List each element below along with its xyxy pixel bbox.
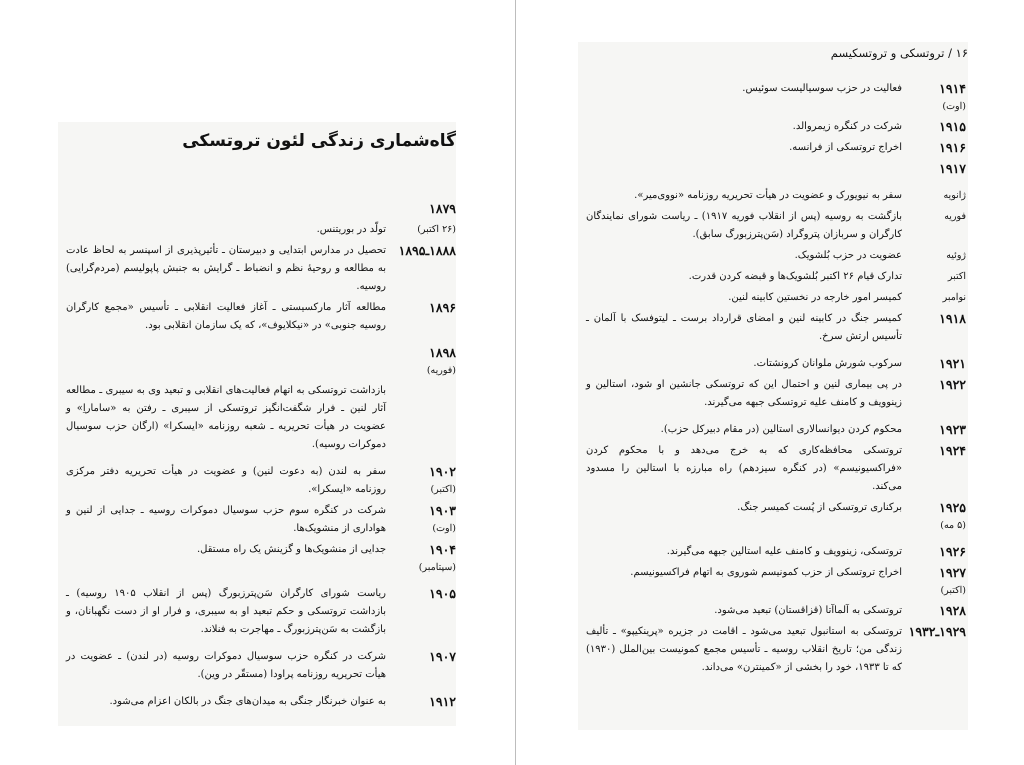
entry-text: در پی بیماری لنین و احتمال این که تروتسکی جانشین او شود، استالین و زینوویف و کامنف علیه تروتسکی جبهه می‌گیرند.: [586, 379, 902, 408]
entry-subdate: (۵ مه): [940, 520, 966, 531]
entry-date: [392, 463, 456, 498]
chronology-entry: [66, 344, 456, 379]
entry-year: ۱۹۱۶: [939, 140, 966, 155]
entry-subdate: (۲۶ اکتبر): [417, 224, 456, 235]
chronology-entry: [66, 242, 456, 296]
entry-year: ۱۹۱۲: [429, 694, 456, 709]
entry-year: ۱۹۰۵: [429, 586, 456, 601]
chronology-entry: [66, 463, 456, 499]
entry-year: ۱۹۲۹ـ۱۹۳۲: [908, 624, 966, 639]
chronology-entry: [66, 382, 456, 454]
chronology-entry: [66, 541, 456, 576]
entry-date: [908, 160, 966, 178]
entry-date: [908, 118, 966, 136]
entry-subdate: (اکتبر): [940, 585, 966, 596]
entry-subdate: فوریه: [944, 211, 966, 222]
entry-subdate: (سپتامبر): [418, 562, 456, 573]
entry-year: ۱۹۲۴: [939, 443, 966, 458]
entry-text: شرکت در کنگره زیمروالد.: [792, 121, 902, 132]
chronology-entry: [66, 585, 456, 639]
entry-date: [392, 344, 456, 379]
chronology-entry: [586, 421, 966, 439]
page-title: گاه‌شماری زندگی لئون تروتسکی: [182, 131, 456, 151]
entry-year: ۱۹۰۷: [429, 649, 456, 664]
chronology-entry: [586, 376, 966, 412]
entry-subdate: (اکتبر): [430, 484, 456, 495]
entry-year: ۱۹۰۲: [429, 464, 456, 479]
entry-date: [392, 242, 456, 260]
entry-text: سفر به نیویورک و عضویت در هیأت تحریریه روزنامه «نووی‌میر».: [634, 190, 902, 201]
entry-date: [908, 421, 966, 439]
entry-subdate: ژوئیه: [946, 250, 966, 261]
entry-text: تولّد در بوریتنس.: [316, 224, 386, 235]
entry-date: [908, 602, 966, 620]
entry-date: [908, 268, 966, 285]
entry-year: ۱۸۹۸: [429, 345, 456, 360]
right-chronology: [586, 80, 966, 680]
entry-text: تروتسکی به استانبول تبعید می‌شود ـ اقامت در جزیره «پرینکیپو» ـ تألیف زندگی من؛ تاریخ انقلاب روسیه ـ تأسیس مجمع کمونیست بین‌الملل (۱۹۳۰) که تا ۱۹۳۳، خود را بخشی از «کمینترن» می‌داند.: [586, 626, 902, 673]
entry-date: [908, 499, 966, 534]
chronology-entry: [66, 693, 456, 711]
entry-date: [908, 80, 966, 115]
entry-text: تروتسکی محافظه‌کاری که به خرج می‌دهد و با محکوم کردن «فراکسیونیسم» (در کنگره سیزدهم) راه مبارزه با استالین را مسدود می‌کند.: [586, 445, 902, 492]
chronology-entry: [586, 602, 966, 620]
chronology-entry: [586, 160, 966, 178]
entry-date: [908, 623, 966, 641]
entry-date: [908, 442, 966, 460]
running-head: ۱۶ / تروتسکی و تروتسکیسم: [830, 46, 968, 60]
chronology-entry: [586, 268, 966, 286]
entry-year: ۱۹۱۸: [939, 311, 966, 326]
chronology-entry: [586, 355, 966, 373]
entry-year: ۱۹۲۷: [939, 565, 966, 580]
entry-date: [392, 200, 456, 218]
chronology-entry: [586, 208, 966, 244]
entry-date: [908, 247, 966, 264]
entry-subdate: (فوریه): [426, 365, 456, 376]
entry-date: [908, 543, 966, 561]
entry-text: شرکت در کنگره سوم حزب سوسیال دموکرات روسیه ـ جدایی از لنین و هواداری از منشویک‌ها.: [66, 505, 386, 534]
entry-year: ۱۹۲۱: [939, 356, 966, 371]
entry-year: ۱۹۱۷: [939, 161, 966, 176]
entry-date: [908, 355, 966, 373]
entry-date: [392, 541, 456, 576]
entry-year: ۱۸۹۶: [429, 300, 456, 315]
entry-date: [908, 376, 966, 394]
entry-text: ریاست شورای کارگران سَن‌پترزبورگ (پس از انقلاب ۱۹۰۵ روسیه) ـ بازداشت تروتسکی و حکم تبعید او به سیبری، و فرار او از دست نگهبانان، و بازگشت به سَن‌پترزبورگ ـ مهاجرت به فنلاند.: [66, 588, 386, 635]
chronology-entry: [586, 289, 966, 307]
entry-date: [392, 299, 456, 317]
entry-subdate: (اوت): [432, 523, 456, 534]
entry-subdate: (اوت): [942, 101, 966, 112]
entry-date: [908, 139, 966, 157]
entry-year: ۱۹۰۴: [429, 542, 456, 557]
left-chronology: [66, 200, 456, 714]
chronology-entry: [586, 543, 966, 561]
chronology-entry: [66, 648, 456, 684]
entry-text: عضویت در حزب بُلشویک.: [794, 250, 902, 261]
chronology-entry: [586, 247, 966, 265]
page-gutter: [515, 0, 516, 765]
entry-date: [908, 187, 966, 204]
entry-text: تروتسکی به آلماآتا (قزاقستان) تبعید می‌شود.: [714, 605, 902, 616]
entry-text: تروتسکی، زینوویف و کامنف علیه استالین جبهه می‌گیرند.: [666, 546, 902, 557]
entry-year: ۱۹۲۵: [939, 500, 966, 515]
chronology-entry: [586, 623, 966, 677]
entry-date: [392, 648, 456, 666]
chronology-entry: [66, 299, 456, 335]
chronology-entry: [586, 499, 966, 534]
entry-year: ۱۹۱۵: [939, 119, 966, 134]
entry-text: تحصیل در مدارس ابتدایی و دبیرستان ـ تأثیرپذیری از اسپنسر به لحاظ عادت به مطالعه و روحیهٔ نظم و انضباط ـ گرایش به جنبش پاپولیسم (مردم‌گرایی) روسیه.: [66, 245, 386, 292]
entry-year: ۱۹۱۴: [939, 81, 966, 96]
entry-subdate: اکتبر: [947, 271, 966, 282]
entry-subdate: ژانویه: [943, 190, 966, 201]
chronology-entry: [66, 200, 456, 218]
entry-date: [392, 502, 456, 537]
entry-text: اخراج تروتسکی از حزب کمونیسم شوروی به اتهام فراکسیونیسم.: [630, 567, 902, 578]
entry-date: [392, 585, 456, 603]
chronology-entry: [66, 502, 456, 538]
chronology-entry: [586, 118, 966, 136]
entry-text: بازگشت به روسیه (پس از انقلاب فوریه ۱۹۱۷) ـ ریاست شورای نمایندگان کارگران و سربازان پتروگراد (سَن‌پترزبورگ سابق).: [586, 211, 902, 240]
entry-date: [392, 221, 456, 238]
entry-text: برکناری تروتسکی از پُست کمیسر جنگ.: [737, 502, 902, 513]
chronology-entry: [586, 310, 966, 346]
entry-date: [908, 289, 966, 306]
entry-text: شرکت در کنگره حزب سوسیال دموکرات روسیه (در لندن) ـ عضویت در هیأت تحریریه روزنامه پراودا (مستقّر در وین).: [66, 651, 386, 680]
entry-text: اخراج تروتسکی از فرانسه.: [789, 142, 902, 153]
entry-text: به عنوان خبرنگار جنگی به میدان‌های جنگ در بالکان اعزام می‌شود.: [109, 696, 386, 707]
entry-year: ۱۹۲۸: [939, 603, 966, 618]
chronology-entry: [586, 187, 966, 205]
chronology-entry: [586, 80, 966, 115]
entry-text: کمیسر امور خارجه در نخستین کابینه لنین.: [728, 292, 902, 303]
entry-text: جدایی از منشویک‌ها و گزینش یک راه مستقل.: [196, 544, 386, 555]
chronology-entry: [586, 564, 966, 599]
entry-text: کمیسر جنگ در کابینه لنین و امضای قرارداد برست ـ لیتوفسک با آلمان ـ تأسیس ارتش سرخ.: [586, 313, 902, 342]
entry-date: [908, 564, 966, 599]
entry-year: ۱۹۲۳: [939, 422, 966, 437]
entry-date: [392, 693, 456, 711]
entry-year: ۱۸۸۸ـ۱۸۹۵: [398, 243, 456, 258]
entry-year: ۱۹۰۳: [429, 503, 456, 518]
entry-text: سفر به لندن (به دعوت لنین) و عضویت در هیأت تحریریه دفتر مرکزی روزنامه «ایسکرا».: [66, 466, 386, 495]
entry-text: فعالیت در حزب سوسیالیست سوئیس.: [742, 83, 902, 94]
entry-date: [908, 208, 966, 225]
entry-date: [908, 310, 966, 328]
entry-year: ۱۸۷۹: [429, 201, 456, 216]
entry-text: مطالعه آثار مارکسیستی ـ آغاز فعالیت انقلابی ـ تأسیس «مجمع کارگران روسیه جنوبی» در «نیکلایوف»، که یک سازمان انقلابی بود.: [66, 302, 386, 331]
entry-year: ۱۹۲۲: [939, 377, 966, 392]
chronology-entry: [586, 442, 966, 496]
entry-subdate: نوامبر: [942, 292, 966, 303]
chronology-entry: [66, 221, 456, 239]
entry-text: تدارک قیام ۲۶ اکتبر بُلشویک‌ها و قبضه کردن قدرت.: [688, 271, 902, 282]
entry-text: سرکوب شورش ملوانان کرونشتات.: [753, 358, 902, 369]
entry-text: محکوم کردن دیوانسالاری استالین (در مقام دبیرکل حزب).: [660, 424, 902, 435]
entry-text: بازداشت تروتسکی به اتهام فعالیت‌های انقلابی و تبعید وی به سیبری ـ مطالعه آثار لنین ـ فرار شگفت‌انگیز تروتسکی از سیبری ـ رفتن به «ساماراِ» و عضویت در هیأت تحریریه ـ شعبه روزنامه «ایسکرا» (ارگان حزب سوسیال دموکرات روسیه).: [66, 385, 386, 450]
entry-year: ۱۹۲۶: [939, 544, 966, 559]
chronology-entry: [586, 139, 966, 157]
